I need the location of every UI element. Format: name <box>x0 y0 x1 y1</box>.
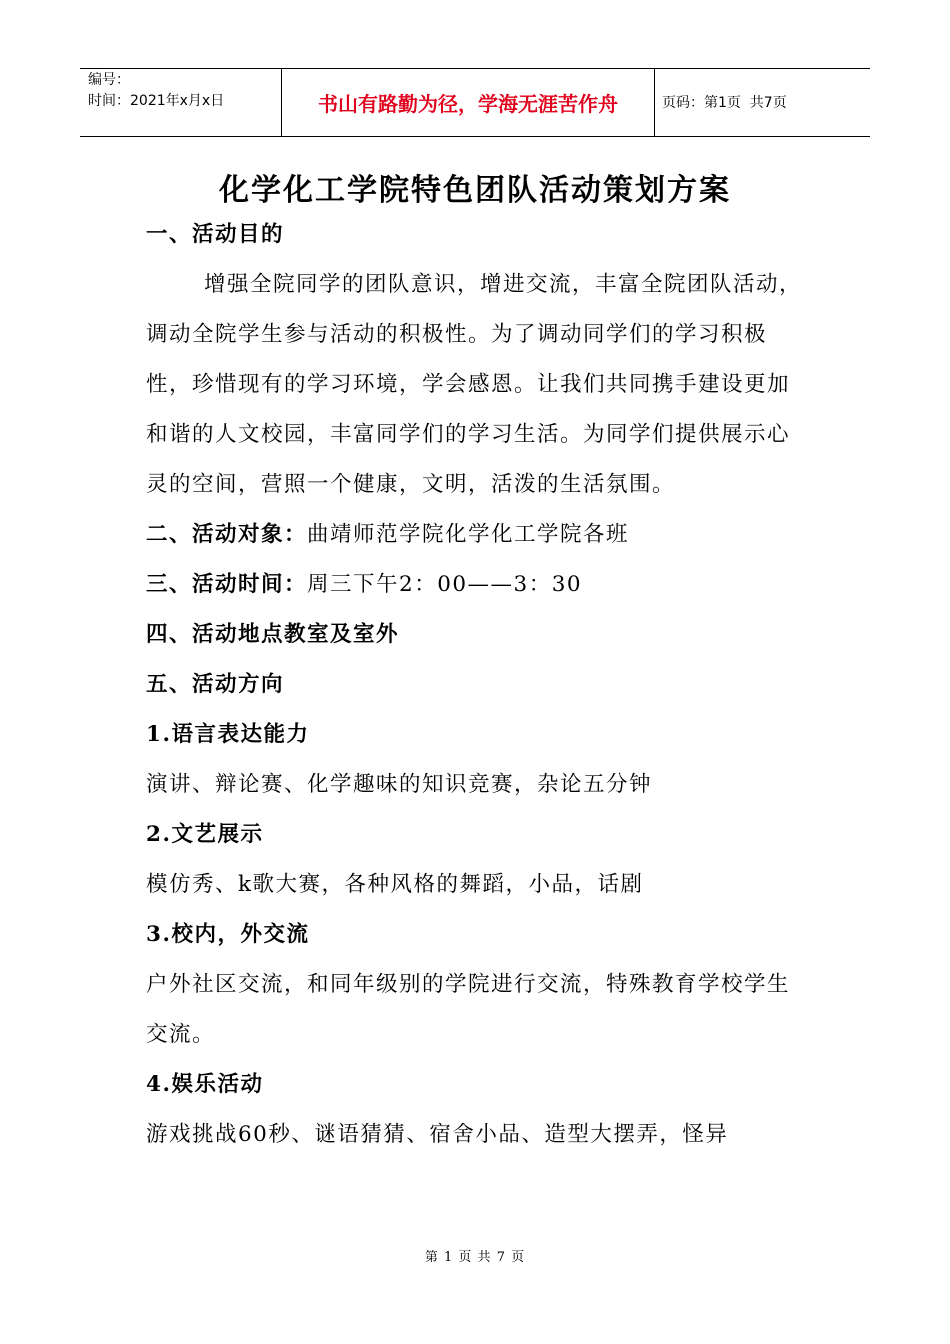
document-title: 化学化工学院特色团队活动策划方案 <box>219 173 731 208</box>
section-place-heading: 四、活动地点教室及室外 <box>146 622 400 647</box>
item-text: 演讲、辩论赛、化学趣味的知识竞赛，杂论五分钟 <box>146 772 653 797</box>
item-text: 户外社区交流，和同年级别的学院进行交流，特殊教育学校学生交流。 <box>146 972 791 1047</box>
header-bottom-rule <box>80 136 870 137</box>
section-target-label: 二、活动对象： <box>146 522 308 547</box>
section-purpose-text: 增强全院同学的团队意识，增进交流，丰富全院团队活动，调动全院学生参与活动的积极性。为了调动同学们的学习积极性，珍惜现有的学习环境，学会感恩。让我们共同携手建设更加和谐的人文校园，丰富同学们的学习生活。为同学们提供展示心灵的空间，营照一个健康，文明，活泼的生活氛围。 <box>146 272 803 497</box>
header-divider-right <box>654 68 655 136</box>
item-heading: 3.校内，外交流 <box>146 922 310 947</box>
section-direction-heading: 五、活动方向 <box>146 672 285 697</box>
section-target-value: 曲靖师范学院化学化工学院各班 <box>307 522 630 547</box>
section-target <box>146 510 806 560</box>
section-time <box>146 560 806 610</box>
header-page-info: 页码：第1页 共7页 <box>662 95 787 111</box>
page-footer: 第 1 页 共 7 页 <box>424 1250 526 1265</box>
section-time-value: 周三下午2：00——3：30 <box>307 572 583 597</box>
section-purpose-heading: 一、活动目的 <box>146 222 285 247</box>
item-text: 游戏挑战60秒、谜语猜猜、宿舍小品、造型大摆弄，怪异 <box>146 1122 729 1147</box>
document-body <box>146 210 806 1160</box>
header-info <box>88 70 278 112</box>
header-motto: 书山有路勤为径，学海无涯苦作舟 <box>318 91 618 116</box>
section-time-label: 三、活动时间： <box>146 572 308 597</box>
header-code-label: 编号： <box>88 72 130 88</box>
header-date: 时间：2021年x月x日 <box>88 93 225 109</box>
item-heading: 2.文艺展示 <box>146 822 264 847</box>
item-heading: 4.娱乐活动 <box>146 1072 264 1097</box>
item-text: 模仿秀、k歌大赛，各种风格的舞蹈，小品，话剧 <box>146 872 644 897</box>
item-heading: 1.语言表达能力 <box>146 722 310 747</box>
